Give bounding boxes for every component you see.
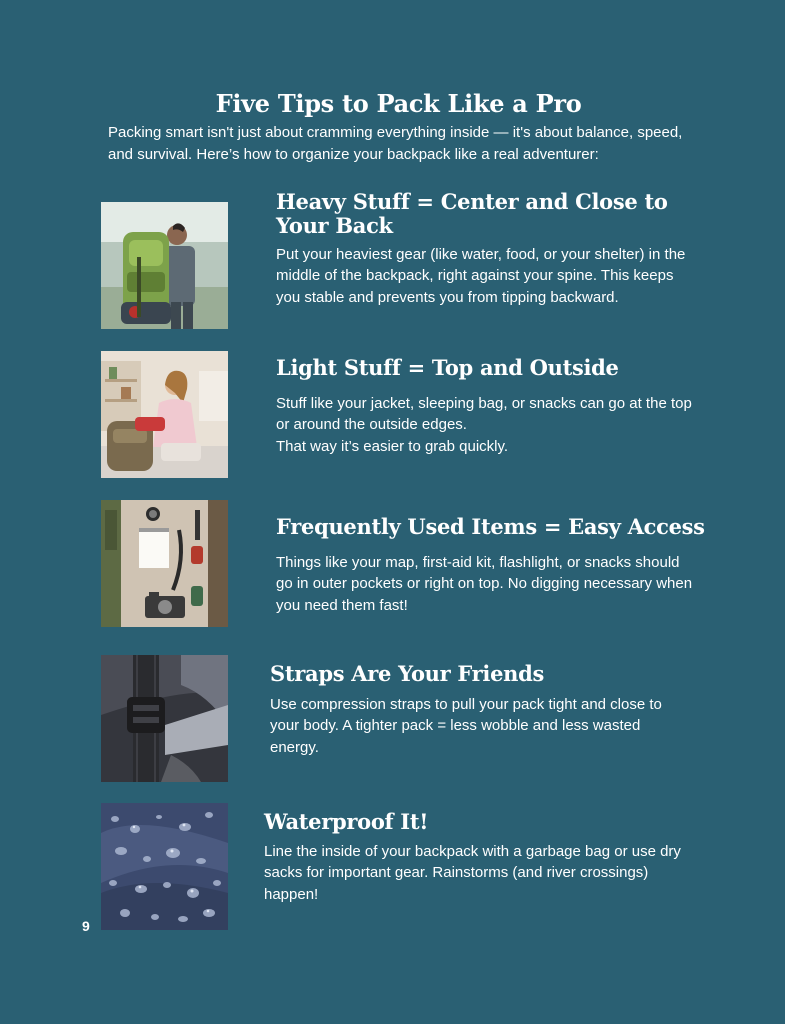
tip-body: Use compression straps to pull your pack tight and close to your body. A tighter pack = less wobble and less wasted energy. — [270, 696, 662, 756]
tip-heading: Frequently Used Items = Easy Access — [276, 514, 705, 539]
page-number: 9 — [82, 918, 90, 934]
page-title: Five Tips to Pack Like a Pro — [215, 89, 582, 118]
tip-body: Stuff like your jacket, sleeping bag, or snacks can go at the top or around the outside edges. That way it’s easier to grab quickly. — [276, 395, 692, 455]
tip-heading: Light Stuff = Top and Outside — [276, 355, 619, 380]
intro-paragraph: Packing smart isn't just about cramming everything inside — it's about balance, speed, and survival. Here’s how to organize your backpack like a real adventurer: — [108, 124, 683, 163]
tip-body: Line the inside of your backpack with a garbage bag or use dry sacks for important gear. Rainstorms (and river crossings) happen! — [264, 843, 681, 903]
tip-heading: Straps Are Your Friends — [270, 661, 545, 686]
woman-packing-photo — [101, 351, 228, 478]
flat-lay-gear-photo — [101, 500, 228, 627]
tip-body: Things like your map, first-aid kit, flashlight, or snacks should go in outer pockets or right on top. No digging necessary when you need them fast! — [276, 554, 693, 614]
tip-body: Put your heaviest gear (like water, food, or your shelter) in the middle of the backpack, right against your spine. This keeps you stable and prevents you from tipping backward. — [276, 246, 686, 306]
water-droplets-photo — [101, 803, 228, 930]
tip-heading: Heavy Stuff = Center and Close to Your Back — [276, 189, 668, 238]
hiker-backpack-photo — [101, 202, 228, 329]
tip-heading: Waterproof It! — [264, 809, 429, 834]
compression-strap-photo — [101, 655, 228, 782]
